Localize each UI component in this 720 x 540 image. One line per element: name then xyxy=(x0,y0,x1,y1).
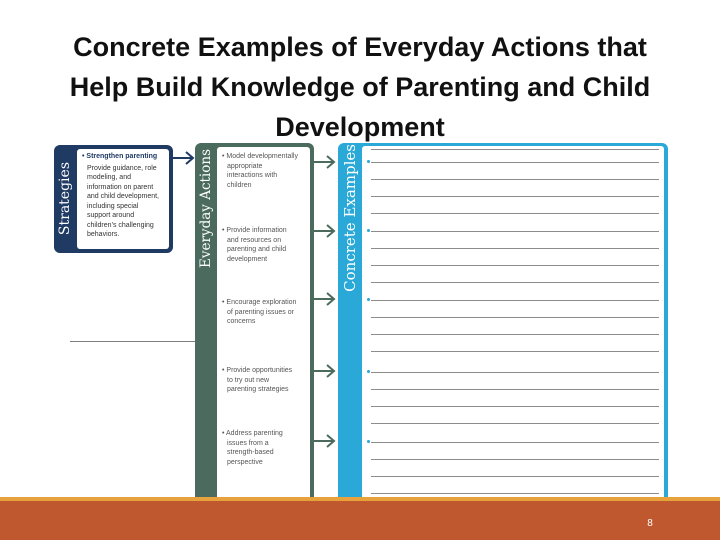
action-item-line: children xyxy=(227,181,252,189)
action-item-first: • Provide information xyxy=(222,227,287,234)
writing-line xyxy=(371,196,659,197)
bullet-icon xyxy=(367,160,370,163)
action-item xyxy=(222,298,308,327)
page-number: 8 xyxy=(647,518,653,529)
writing-line xyxy=(371,179,659,180)
action-item-line: issues from a xyxy=(227,439,269,447)
strategies-line: information on parent xyxy=(87,183,154,191)
writing-line xyxy=(371,334,659,335)
action-item-line: interactions with xyxy=(227,172,278,179)
writing-line xyxy=(371,351,659,352)
action-item-line: to try out new xyxy=(227,376,270,384)
concrete-examples-content xyxy=(362,146,664,508)
strategies-line: Provide guidance, role xyxy=(87,164,157,172)
concrete-examples-panel xyxy=(338,143,668,512)
strategies-line: behaviors. xyxy=(87,231,120,238)
writing-line xyxy=(371,493,659,494)
writing-line xyxy=(371,300,659,301)
action-item-first: • Address parenting xyxy=(222,430,283,437)
everyday-actions-content xyxy=(217,147,310,507)
slide-title-line-2: Help Build Knowledge of Parenting and Child xyxy=(69,72,651,102)
action-item-first: • Model developmentally xyxy=(222,153,298,160)
writing-line xyxy=(371,372,659,373)
arrow-right-icon xyxy=(313,364,339,378)
slide-title-line-1: Concrete Examples of Everyday Actions that xyxy=(73,32,647,62)
strategies-line: including special xyxy=(87,202,139,210)
strategies-line: support around xyxy=(87,212,135,219)
writing-line xyxy=(371,162,659,163)
action-item-line: of parenting issues or xyxy=(227,308,294,316)
strategies-line: modeling, and xyxy=(87,174,131,181)
action-item xyxy=(222,429,308,467)
strategies-line: children’s challenging xyxy=(87,221,154,229)
action-item-line: parenting strategies xyxy=(227,386,289,393)
writing-line xyxy=(371,389,659,390)
slide-title-line-3: Development xyxy=(275,112,445,142)
action-item-line: appropriate xyxy=(227,162,263,170)
footer-bar xyxy=(0,501,720,540)
action-item xyxy=(222,152,308,190)
everyday-actions-panel xyxy=(195,143,314,511)
writing-line xyxy=(371,282,659,283)
examples-label-wrap xyxy=(338,143,362,293)
writing-line xyxy=(371,265,659,266)
writing-line xyxy=(371,248,659,249)
bullet-icon xyxy=(367,440,370,443)
strategies-content xyxy=(77,149,169,249)
writing-line xyxy=(371,231,659,232)
action-item-line: strength-based xyxy=(227,449,274,456)
strategies-panel xyxy=(54,145,173,253)
concrete-examples-label: Concrete Examples xyxy=(341,144,359,292)
writing-line xyxy=(371,423,659,424)
arrow-right-icon xyxy=(313,292,339,306)
divider-line xyxy=(70,341,198,342)
strategies-heading: • Strengthen parenting xyxy=(82,153,158,160)
action-item-line: perspective xyxy=(227,458,263,466)
bullet-icon xyxy=(367,370,370,373)
bullet-icon xyxy=(367,298,370,301)
strategies-label: Strategies xyxy=(57,162,73,236)
writing-line xyxy=(371,459,659,460)
bullet-icon xyxy=(367,229,370,232)
action-item xyxy=(222,226,308,264)
action-item-line: parenting and child xyxy=(227,246,287,253)
writing-line xyxy=(371,149,659,150)
action-item-first: • Provide opportunities xyxy=(222,367,293,374)
arrow-right-icon xyxy=(313,434,339,448)
action-item-line: development xyxy=(227,255,268,263)
arrow-right-icon xyxy=(313,224,339,238)
writing-line xyxy=(371,406,659,407)
strategies-label-wrap xyxy=(54,145,76,253)
arrow-right-icon xyxy=(313,155,339,169)
action-item-first: • Encourage exploration xyxy=(222,299,297,306)
action-item xyxy=(222,366,308,395)
actions-label-wrap xyxy=(195,143,217,273)
strategies-body xyxy=(82,164,165,240)
slide-title xyxy=(20,27,700,147)
writing-line xyxy=(371,476,659,477)
everyday-actions-label: Everyday Actions xyxy=(198,148,214,268)
writing-line xyxy=(371,213,659,214)
action-item-line: and resources on xyxy=(227,236,282,244)
strategies-line: and child development, xyxy=(87,193,159,200)
writing-line xyxy=(371,442,659,443)
action-item-line: concerns xyxy=(227,318,256,325)
writing-line xyxy=(371,317,659,318)
